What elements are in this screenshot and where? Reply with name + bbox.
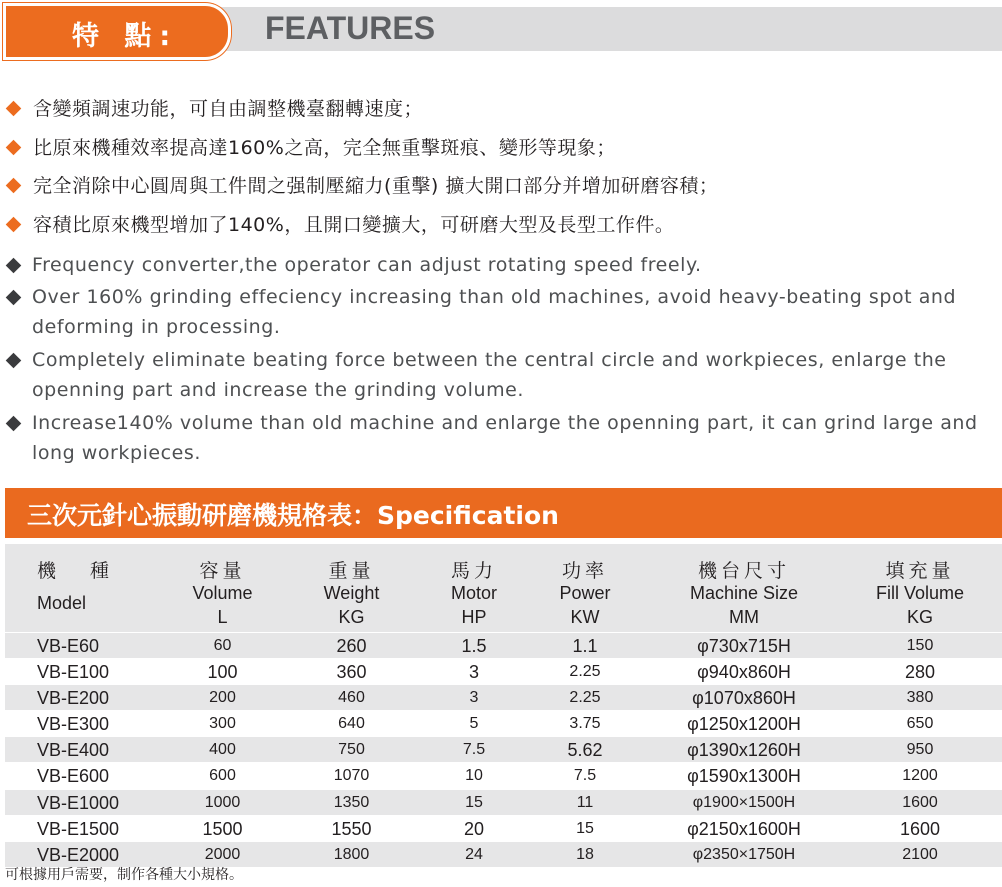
black-diamond-bullet-icon (6, 415, 22, 431)
cell-volume: 2000 (204, 845, 241, 863)
cell-weight: 360 (336, 662, 367, 683)
specification-banner (5, 488, 1002, 538)
features-cn-list (5, 90, 995, 244)
feature-en-item (5, 345, 995, 406)
cell-model: VB-E1000 (37, 792, 120, 813)
table-row (5, 841, 1002, 867)
column-header-en: Volume (192, 583, 253, 603)
cell-volume: 1000 (204, 793, 241, 811)
feature-cn-item (5, 129, 995, 168)
column-header-zh: 機台尺寸 (697, 560, 790, 582)
table-row (5, 736, 1002, 762)
cell-fill-volume: 650 (906, 715, 934, 733)
column-header-en: Power (559, 583, 611, 603)
cell-model: VB-E300 (37, 714, 110, 735)
table-row (5, 684, 1002, 710)
cell-power: 2.25 (569, 689, 601, 707)
cell-motor: 3 (468, 662, 479, 683)
feature-cn-text: 完全消除中心圓周與工件間之强制壓縮力(重擊) 擴大開口部分并增加研磨容積； (33, 175, 719, 197)
features-en-list (5, 250, 995, 469)
cell-model: VB-E400 (37, 740, 110, 761)
feature-en-item (5, 250, 995, 281)
cell-machine-size: φ730x715H (697, 636, 791, 656)
column-header-unit: HP (461, 607, 487, 627)
black-diamond-bullet-icon (6, 352, 22, 368)
cell-fill-volume: 380 (906, 689, 934, 707)
cell-machine-size: φ1390x1260H (687, 740, 801, 761)
cell-motor: 20 (463, 818, 485, 839)
cell-machine-size: φ1070x860H (692, 688, 796, 709)
header-title-cn: 特 點: (72, 21, 179, 52)
cell-volume: 300 (209, 715, 236, 733)
cell-weight: 460 (338, 689, 365, 707)
cell-fill-volume: 280 (904, 662, 936, 683)
column-header-fill-volume (853, 544, 987, 632)
cell-motor: 10 (465, 767, 483, 785)
feature-cn-text: 容積比原來機型增加了140%，且開口變擴大，可研磨大型及長型工作件。 (33, 213, 675, 236)
cell-fill-volume: 150 (906, 637, 934, 654)
table-row (5, 815, 1002, 841)
column-header-unit: KG (906, 607, 933, 627)
cell-power: 7.5 (573, 767, 597, 785)
cell-machine-size: φ2150x1600H (687, 818, 801, 839)
cell-motor: 3 (469, 689, 479, 707)
column-header-model (5, 544, 155, 632)
cell-power: 2.25 (569, 663, 601, 681)
column-header-zh: 機 種 (37, 560, 124, 582)
cell-motor: 5 (469, 715, 479, 733)
column-header-unit: KG (338, 607, 365, 627)
column-header-en: Machine Size (689, 583, 799, 603)
spec-footnote: 可根據用戶需要，制作各種大小規格。 (5, 867, 243, 883)
feature-cn-item (5, 206, 995, 245)
feature-cn-text: 含變頻調速功能，可自由調整機臺翻轉速度； (33, 98, 424, 120)
feature-en-text: Over 160% grinding effeciency increasing than old machines, avoid heavy-beating spot and deforming in processing. (32, 285, 957, 338)
features-header (0, 0, 1002, 56)
table-row (5, 789, 1002, 815)
cell-model: VB-E200 (37, 688, 110, 709)
specification-table (5, 544, 1002, 867)
cell-power: 15 (576, 819, 594, 837)
feature-en-item (5, 282, 995, 343)
cell-power: 3.75 (569, 715, 601, 733)
cell-volume: 600 (209, 767, 236, 785)
column-header-zh: 重量 (328, 560, 375, 582)
cell-power: 5.62 (567, 740, 603, 761)
column-header-weight (290, 544, 413, 632)
cell-weight: 1350 (333, 793, 370, 811)
cell-machine-size: φ1250x1200H (687, 714, 801, 735)
feature-en-text: Completely eliminate beating force between the central circle and workpieces, enlarge the openning part and increase the grinding volume. (32, 348, 947, 401)
column-header-unit: KW (570, 607, 600, 627)
column-header-en: Weight (323, 583, 380, 603)
cell-machine-size: φ940x860H (697, 662, 791, 683)
feature-en-text: Increase140% volume than old machine and enlarge the openning part, it can grind large and long workpieces. (32, 411, 978, 464)
cell-volume: 400 (209, 741, 236, 759)
cell-model: VB-E100 (37, 662, 110, 683)
table-row (5, 710, 1002, 736)
column-header-en: Model (37, 593, 87, 613)
black-diamond-bullet-icon (6, 289, 22, 305)
cell-motor: 7.5 (462, 741, 486, 759)
orange-diamond-bullet-icon (6, 178, 22, 194)
header-orange-tab (3, 3, 231, 60)
column-header-zh: 馬力 (450, 560, 497, 582)
cell-weight: 1070 (333, 767, 370, 785)
cell-machine-size: φ2350×1750H (692, 845, 796, 863)
orange-diamond-bullet-icon (6, 101, 22, 117)
cell-fill-volume: 2100 (902, 845, 938, 863)
cell-weight: 640 (338, 715, 365, 733)
column-header-volume (155, 544, 290, 632)
orange-diamond-bullet-icon (6, 216, 22, 232)
orange-diamond-bullet-icon (6, 139, 22, 155)
column-header-zh: 容量 (199, 560, 246, 582)
cell-power: 1.1 (572, 636, 598, 656)
black-diamond-bullet-icon (6, 258, 22, 274)
table-row (5, 632, 1002, 658)
feature-en-item (5, 408, 995, 469)
table-header (5, 544, 1002, 632)
feature-cn-item (5, 167, 995, 206)
column-header-unit: MM (729, 607, 759, 627)
cell-model: VB-E2000 (37, 844, 120, 865)
cell-fill-volume: 1200 (902, 767, 938, 785)
cell-model: VB-E60 (37, 636, 100, 656)
cell-motor: 24 (465, 845, 483, 863)
cell-weight: 1550 (331, 818, 372, 839)
cell-weight: 750 (338, 741, 365, 759)
cell-fill-volume: 1600 (899, 818, 941, 839)
cell-motor: 15 (465, 793, 483, 811)
cell-volume: 100 (207, 662, 238, 683)
cell-volume: 200 (209, 689, 236, 707)
cell-power: 18 (576, 845, 594, 863)
column-header-zh: 功率 (561, 560, 608, 582)
cell-machine-size: φ1900×1500H (692, 793, 796, 811)
feature-cn-text: 比原來機種效率提高達160%之高，完全無重擊斑痕、變形等現象； (33, 136, 616, 159)
table-row (5, 762, 1002, 788)
column-header-motor (413, 544, 535, 632)
cell-fill-volume: 950 (906, 741, 934, 759)
cell-fill-volume: 1600 (902, 793, 938, 811)
cell-volume: 60 (213, 637, 232, 654)
cell-weight: 1800 (333, 845, 370, 863)
column-header-zh: 填充量 (885, 560, 955, 582)
cell-weight: 260 (336, 636, 367, 656)
column-header-en: Fill Volume (875, 583, 965, 603)
feature-cn-item (5, 90, 995, 129)
cell-motor: 1.5 (461, 636, 487, 656)
cell-machine-size: φ1590x1300H (687, 766, 801, 787)
column-header-machine-size (635, 544, 853, 632)
column-header-power (535, 544, 635, 632)
specification-title: 三次元針心振動研磨機規格表：Specification (27, 501, 559, 530)
header-title-en: FEATURES (265, 10, 436, 46)
table-row (5, 658, 1002, 684)
cell-power: 11 (576, 793, 594, 811)
column-header-en: Motor (450, 583, 497, 603)
feature-en-text: Frequency converter,the operator can adjust rotating speed freely. (32, 254, 702, 276)
cell-model: VB-E1500 (37, 818, 120, 839)
cell-volume: 1500 (202, 818, 243, 839)
column-header-unit: L (217, 607, 228, 627)
cell-model: VB-E600 (37, 766, 110, 787)
